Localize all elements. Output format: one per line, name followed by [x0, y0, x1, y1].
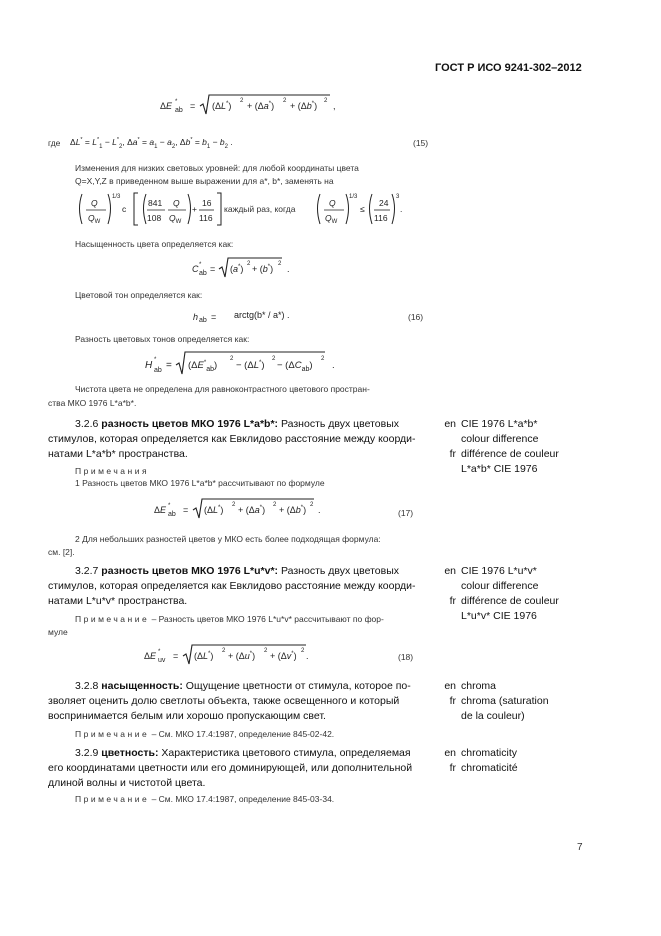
lang-code-fr: fr	[449, 762, 456, 774]
svg-text:=: =	[183, 505, 189, 515]
section-number: 3.2.9	[75, 747, 99, 759]
svg-text:ab: ab	[199, 270, 207, 277]
svg-text:2: 2	[273, 502, 277, 508]
purity-line2: ства МКО 1976 L*a*b*.	[48, 398, 137, 408]
fr-term-cont: L*u*v* CIE 1976	[461, 610, 537, 622]
svg-text:ab: ab	[154, 367, 162, 374]
s328-en-line1	[440, 680, 496, 692]
en-term-cont: colour difference	[461, 580, 539, 592]
svg-text:Q: Q	[91, 198, 98, 208]
formula-hue-difference	[140, 348, 340, 378]
term: разность цветов МКО 1976 L*u*v*:	[101, 565, 279, 577]
svg-text:841: 841	[148, 198, 163, 208]
svg-text:(ΔL*): (ΔL*)	[204, 505, 224, 515]
svg-text:116: 116	[374, 213, 388, 223]
svg-text:1/3: 1/3	[112, 194, 121, 200]
svg-text:2: 2	[240, 98, 244, 104]
svg-text:− (ΔL*): − (ΔL*)	[236, 360, 265, 371]
svg-text:2: 2	[321, 356, 325, 362]
svg-text:QW: $Q_W$	[169, 213, 182, 225]
s329-fr-line1	[440, 762, 518, 774]
svg-text:(a*): (a*)	[230, 264, 244, 274]
equation-number-18: (18)	[398, 652, 414, 662]
section-3-2-6-line3: натами L*a*b* пространства.	[48, 448, 188, 460]
hue-formula: arctg(b* / a*) .	[234, 310, 290, 320]
svg-text:3: 3	[396, 194, 400, 200]
svg-text:2: 2	[247, 261, 251, 267]
svg-text:QW: $Q_W$	[325, 213, 338, 225]
svg-text:+ (Δv*): + (Δv*)	[270, 651, 297, 661]
definition-line1: Ощущение цветности от стимула, которое по-	[185, 680, 411, 692]
section-3-2-7-line2: стимулов, которая определяется как Евклидово расстояние между коорди-	[48, 580, 416, 592]
fr-term: chromaticité	[461, 762, 518, 774]
lang-code-en: en	[444, 418, 456, 430]
svg-text:ab: ab	[199, 317, 207, 324]
svg-text:− (ΔCab): − $(\Delta C_{ab})$	[277, 360, 313, 373]
formula-hue-lhs	[191, 308, 236, 324]
section-3-2-9-line3: длиной волны и чистотой цвета.	[48, 777, 206, 789]
svg-text:H: H	[145, 360, 153, 371]
svg-text:116: 116	[199, 213, 213, 223]
svg-text:.: .	[306, 651, 309, 661]
s328-fr-line1	[440, 695, 549, 707]
note-text: – Разность цветов МКО 1976 L*u*v* рассчитывают по фор-	[151, 614, 384, 624]
where-formula	[70, 132, 280, 152]
svg-text:C: C	[192, 264, 199, 274]
section-number: 3.2.6	[75, 418, 99, 430]
svg-text:.: .	[287, 264, 290, 274]
en-term-cont: colour difference	[461, 433, 539, 445]
svg-text:*: *	[158, 649, 161, 655]
svg-text:2: 2	[278, 261, 282, 267]
svg-text:2: 2	[283, 98, 287, 104]
svg-text:+ (Δa*): + (Δa*)	[247, 101, 275, 111]
s329-note	[75, 794, 334, 804]
fr-term: différence de couleur	[461, 595, 559, 607]
s326-fr-line2	[440, 463, 537, 475]
definition-line1: Разность двух цветовых	[280, 418, 400, 430]
formula-18	[134, 642, 324, 668]
svg-text:*: *	[154, 357, 157, 363]
svg-text:+ (Δb*): + (Δb*)	[279, 505, 307, 515]
svg-text:=: =	[210, 264, 216, 274]
svg-text:ΔE: ΔE	[160, 101, 173, 111]
svg-text:(ΔL*): (ΔL*)	[212, 101, 232, 111]
svg-text:.: .	[400, 204, 403, 214]
svg-text:(ΔL*): (ΔL*)	[194, 651, 214, 661]
term: цветность:	[101, 747, 159, 759]
saturation-text: Насыщенность цвета определяется как:	[75, 239, 234, 249]
s327-note-line1	[75, 614, 384, 624]
note2-line2: см. [2].	[48, 547, 75, 557]
svg-text:Q: Q	[329, 198, 336, 208]
fr-term-cont: L*a*b* CIE 1976	[461, 463, 538, 475]
low-levels-line1: Изменения для низких световых уровней: для любой координаты цвета	[75, 163, 359, 173]
s327-fr-line2	[440, 610, 537, 622]
s327-fr-line1	[440, 595, 559, 607]
svg-text:=: =	[190, 101, 196, 111]
svg-text:ΔL* = L*1 − L*2, Δa* = a1 − a2: $\Delta L^* = L^*_1 - L^*_2$, $\Delta a^* = a_1 - a_2$, $\Delta b^* = b_1 - b_2$ .	[70, 137, 233, 150]
en-term: chromaticity	[461, 747, 518, 759]
fr-term-cont: de la couleur)	[461, 710, 525, 722]
svg-text:+ (Δb*): + (Δb*)	[290, 101, 318, 111]
s326-fr-line1	[440, 448, 559, 460]
svg-text:ab: ab	[175, 107, 183, 114]
s328-note	[75, 729, 334, 739]
svg-text:ΔE: ΔE	[144, 651, 157, 661]
s327-note-line2: муле	[48, 627, 68, 637]
svg-text:,: ,	[333, 101, 336, 111]
formula-17	[146, 496, 336, 522]
s329-en-line1	[440, 747, 517, 759]
note-text: – См. МКО 17.4:1987, определение 845-03-34.	[151, 794, 335, 804]
svg-text:=: =	[211, 312, 217, 322]
svg-text:*: *	[199, 262, 202, 268]
svg-text:+ (Δa*): + (Δa*)	[238, 505, 266, 515]
hue-diff-text: Разность цветовых тонов определяется как:	[75, 334, 250, 344]
lang-code-fr: fr	[449, 448, 456, 460]
lang-code-en: en	[444, 565, 456, 577]
lang-code-en: en	[444, 680, 456, 692]
hue-text: Цветовой тон определяется как:	[75, 290, 203, 300]
svg-text:h: h	[193, 312, 199, 322]
svg-text:108: 108	[147, 213, 162, 223]
s326-en-line1	[440, 418, 537, 430]
section-3-2-9-line2: его координатами цветности или его доминирующей, или дополнительной	[48, 762, 413, 774]
note-label: Примечание	[75, 794, 150, 804]
svg-text:+: +	[192, 204, 197, 214]
svg-text:2: 2	[272, 356, 276, 362]
section-3-2-7-line3: натами L*u*v* пространства.	[48, 595, 188, 607]
svg-text:2: 2	[222, 648, 226, 654]
svg-text:2: 2	[230, 356, 234, 362]
svg-text:2: 2	[264, 648, 268, 654]
note1-text: 1 Разность цветов МКО 1976 L*a*b* рассчитывают по формуле	[75, 478, 325, 488]
svg-text:ΔE: ΔE	[154, 505, 167, 515]
where-label: где	[48, 138, 61, 148]
svg-text:2: 2	[301, 648, 305, 654]
note2-line1: 2 Для небольших разностей цветов у МКО есть более подходящая формула:	[75, 534, 381, 544]
svg-text:24: 24	[379, 198, 389, 208]
fr-term: différence de couleur	[461, 448, 559, 460]
svg-text:*: *	[175, 99, 178, 105]
svg-text:.: .	[318, 505, 321, 515]
svg-text:+ (b*): + (b*)	[252, 264, 274, 274]
definition-line1: Характеристика цветового стимула, определяемая	[161, 747, 411, 759]
section-3-2-8-line3: воспринимается белым или хорошо пропускающим свет.	[48, 710, 326, 722]
svg-text:16: 16	[202, 198, 212, 208]
svg-text:2: 2	[232, 502, 236, 508]
svg-text:≤: ≤	[360, 204, 365, 214]
section-3-2-8-line2: зволяет оценить долю светлоты объекта, также освещенного и который	[48, 695, 400, 707]
term: разность цветов МКО 1976 L*a*b*:	[101, 418, 279, 430]
svg-text:uv: uv	[158, 657, 166, 664]
formula-chroma	[187, 254, 297, 280]
svg-text:=: =	[166, 360, 172, 371]
lang-code-fr: fr	[449, 695, 456, 707]
svg-text:Q: Q	[173, 198, 180, 208]
low-levels-line2: Q=X,Y,Z в приведенном выше выражении для a*, b*, заменять на	[75, 176, 334, 186]
s327-en-line1	[440, 565, 537, 577]
section-3-2-9-first-line	[75, 747, 411, 759]
s326-en-line2	[440, 433, 538, 445]
equation-number-16: (16)	[408, 312, 424, 322]
svg-text:QW: $Q_W$	[88, 213, 101, 225]
s328-fr-line2	[440, 710, 525, 722]
svg-text:.: .	[332, 360, 335, 371]
svg-text:2: 2	[324, 98, 328, 104]
equation-number-17: (17)	[398, 508, 414, 518]
section-3-2-8-first-line	[75, 680, 411, 692]
term: насыщенность:	[101, 680, 183, 692]
svg-text:2: 2	[310, 502, 314, 508]
purity-line1: Чистота цвета не определена для равноконтрастного цветового простран-	[75, 384, 370, 394]
svg-text:*: *	[168, 503, 171, 509]
lang-code-fr: fr	[449, 595, 456, 607]
page-number: 7	[577, 842, 583, 853]
fr-term: chroma (saturation	[461, 695, 549, 707]
section-3-2-7-first-line	[75, 565, 399, 577]
svg-text:1/3: 1/3	[349, 194, 358, 200]
svg-text:+ (Δu*): + (Δu*)	[228, 651, 256, 661]
notes-label: Примечания	[75, 466, 150, 476]
svg-text:(ΔE*ab): $(\Delta E^*_{ab})$	[188, 360, 218, 373]
note-label: Примечание	[75, 614, 150, 624]
document-code: ГОСТ Р ИСО 9241-302–2012	[435, 62, 582, 74]
section-number: 3.2.7	[75, 565, 99, 577]
en-term: chroma	[461, 680, 497, 692]
each-time-text: каждый раз, когда	[224, 204, 296, 214]
definition-line1: Разность двух цветовых	[280, 565, 400, 577]
svg-text:ab: ab	[168, 511, 176, 518]
section-3-2-6-first-line	[75, 418, 399, 430]
section-3-2-6-line2: стимулов, которая определяется как Евклидово расстояние между коорди-	[48, 433, 416, 445]
note-label: Примечание	[75, 729, 150, 739]
note-text: – См. МКО 17.4:1987, определение 845-02-42.	[151, 729, 335, 739]
lang-code-en: en	[444, 747, 456, 759]
svg-text:c: c	[122, 204, 127, 214]
en-term: CIE 1976 L*a*b*	[461, 418, 538, 430]
formula-delta-e-ab	[150, 92, 350, 118]
s327-en-line2	[440, 580, 538, 592]
svg-text:=: =	[173, 651, 179, 661]
section-number: 3.2.8	[75, 680, 99, 692]
en-term: CIE 1976 L*u*v*	[461, 565, 537, 577]
equation-number-15: (15)	[413, 138, 429, 148]
